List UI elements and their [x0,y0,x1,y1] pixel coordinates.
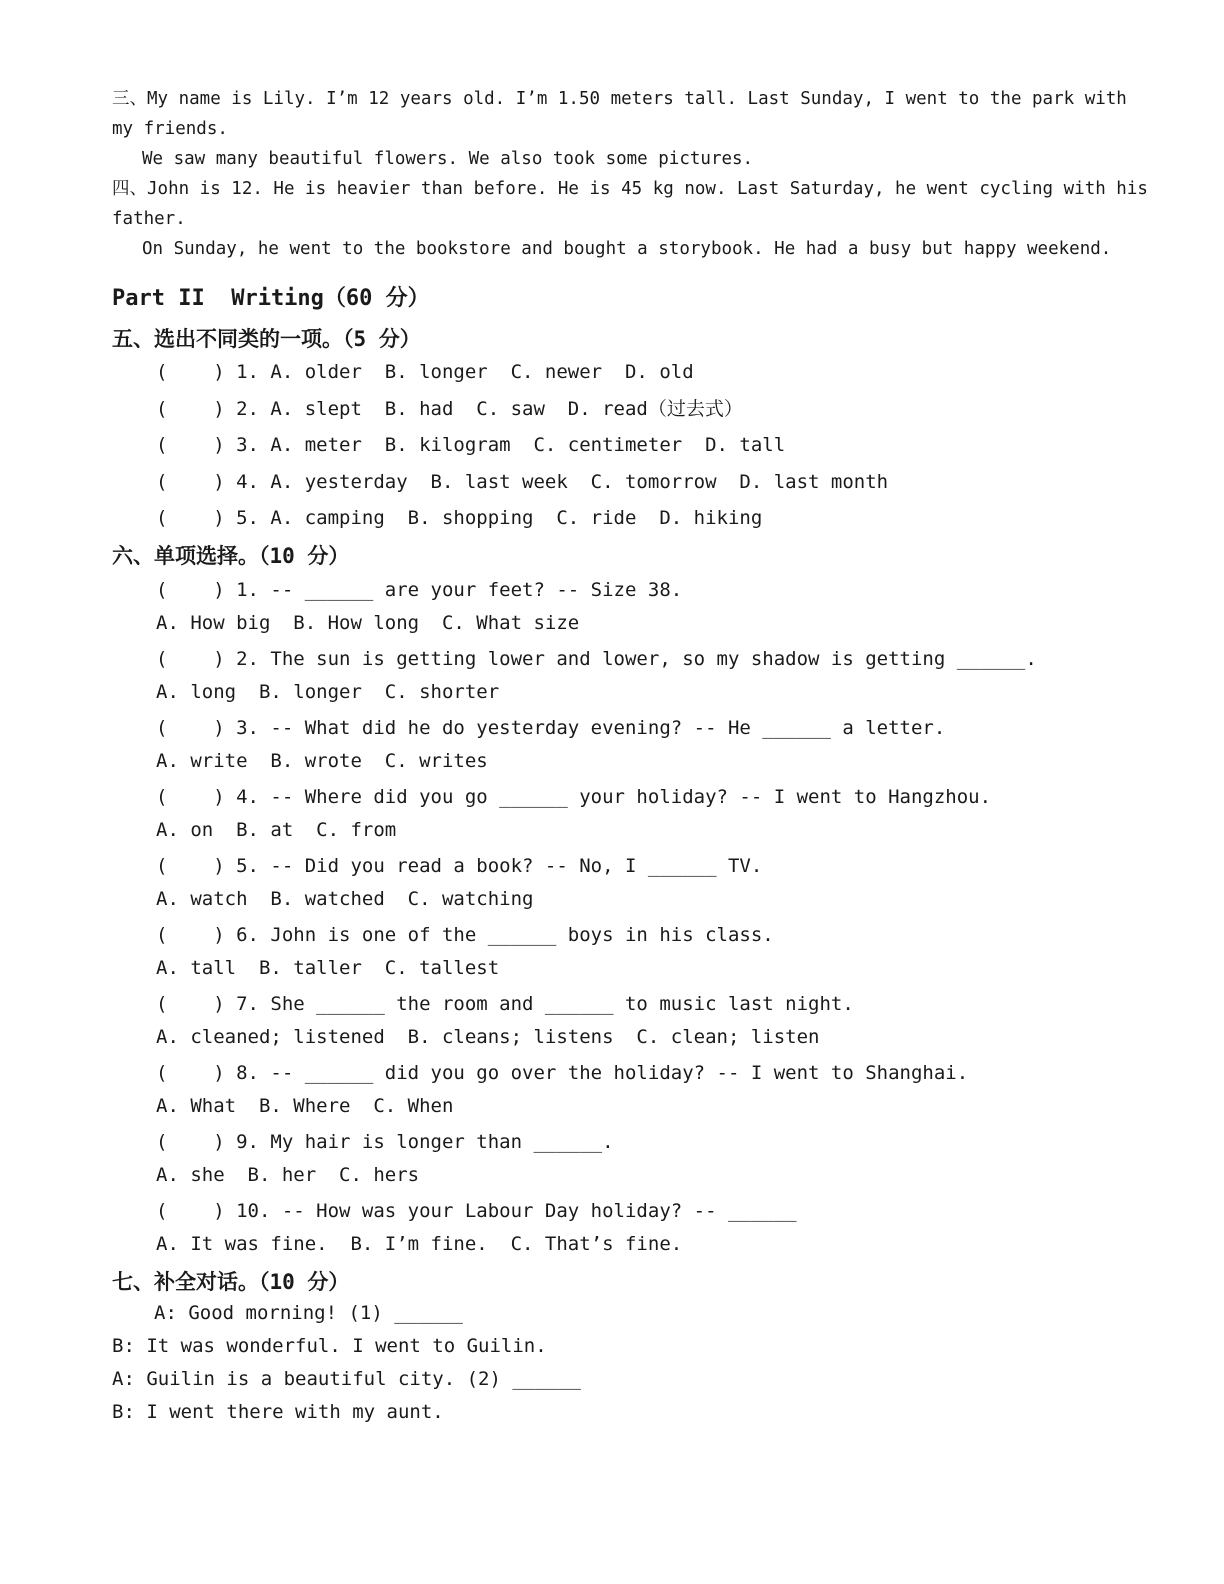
dialogue-line: B: It was wonderful. I went to Guilin. [112,1334,547,1357]
mc-question: ( ) 9. My hair is longer than ______. [156,1130,614,1153]
mc-options: A. on B. at C. from [156,818,397,841]
mc-question: ( ) 10. -- How was your Labour Day holiday? -- ______ [156,1199,797,1222]
section-7-title: 七、补全对话。（10 分） [112,1269,350,1294]
mc-question: ( ) 7. She ______ the room and ______ to music last night. [156,992,854,1015]
dialogue-line: A: Guilin is a beautiful city. (2) ______ [112,1367,581,1390]
passage-3-line-1: 三、My name is Lily. I’m 12 years old. I’m 1.50 meters tall. Last Sunday, I went to the park with [112,89,1127,109]
section-6-questions [112,574,1112,1261]
passage-4-line-3: On Sunday, he went to the bookstore and bought a storybook. He had a busy but happy weekend. [142,239,1112,259]
odd-one-out-item: ( ) 5. A. camping B. shopping C. ride D. hiking [156,507,763,529]
section-5-title: 五、选出不同类的一项。（5 分） [112,327,421,351]
part-2-title: Part II Writing（60 分） [112,286,430,311]
mc-options: A. How big B. How long C. What size [156,611,580,634]
odd-one-out-item: ( ) 3. A. meter B. kilogram C. centimeter D. tall [156,434,786,456]
dialogue-line: B: I went there with my aunt. [112,1400,444,1423]
exam-page [112,84,1148,1429]
mc-options: A. long B. longer C. shorter [156,680,500,703]
mc-options: A. she B. her C. hers [156,1163,420,1186]
mc-question: ( ) 6. John is one of the ______ boys in his class. [156,923,774,946]
dialogue-line: A: Good morning! (1) ______ [154,1301,463,1324]
section-7-dialogue [112,1297,1112,1429]
mc-question: ( ) 2. The sun is getting lower and lower, so my shadow is getting ______. [156,647,1037,670]
passage-4-line-1: 四、John is 12. He is heavier than before. He is 45 kg now. Last Saturday, he went cycling with his [112,179,1148,199]
section-6-title: 六、单项选择。（10 分） [112,543,350,568]
mc-question: ( ) 1. -- ______ are your feet? -- Size 38. [156,578,683,601]
mc-options: A. It was fine. B. I’m fine. C. That’s fine. [156,1232,683,1255]
mc-options: A. write B. wrote C. writes [156,749,488,772]
odd-one-out-item: ( ) 1. A. older B. longer C. newer D. old [156,361,694,383]
section-5-items [112,354,1112,537]
mc-options: A. watch B. watched C. watching [156,887,534,910]
mc-options: A. tall B. taller C. tallest [156,956,500,979]
passage-3-line-3: We saw many beautiful flowers. We also took some pictures. [142,149,754,169]
reading-passages [112,84,1148,264]
mc-question: ( ) 5. -- Did you read a book? -- No, I ______ TV. [156,854,763,877]
passage-4-line-2: father. [112,209,186,229]
odd-one-out-item: ( ) 2. A. slept B. had C. saw D. read（过去式） [156,397,743,420]
mc-question: ( ) 3. -- What did he do yesterday evening? -- He ______ a letter. [156,716,946,739]
mc-options: A. cleaned; listened B. cleans; listens C. clean; listen [156,1025,820,1048]
mc-options: A. What B. Where C. When [156,1094,454,1117]
passage-3-line-2: my friends. [112,119,228,139]
mc-question: ( ) 4. -- Where did you go ______ your holiday? -- I went to Hangzhou. [156,785,992,808]
odd-one-out-item: ( ) 4. A. yesterday B. last week C. tomorrow D. last month [156,470,889,493]
mc-question: ( ) 8. -- ______ did you go over the holiday? -- I went to Shanghai. [156,1061,969,1084]
